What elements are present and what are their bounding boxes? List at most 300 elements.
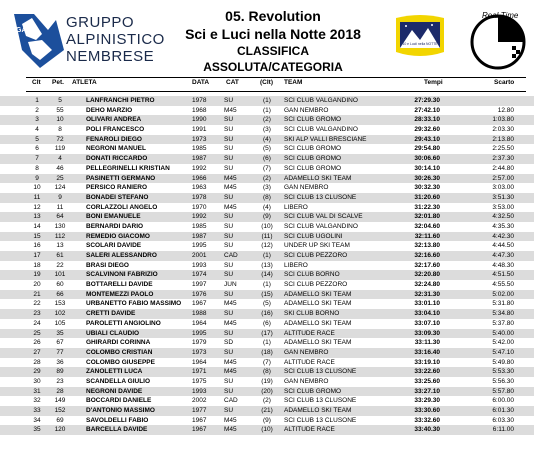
row-time: 33:09.30 xyxy=(414,329,440,337)
row-team: LIBERO xyxy=(284,261,308,269)
row-category-rank: (13) xyxy=(261,261,273,269)
table-row xyxy=(0,135,534,145)
row-bib: 69 xyxy=(56,416,64,424)
table-row xyxy=(0,406,534,416)
row-time: 32:16.60 xyxy=(414,252,440,259)
row-year: 1978 xyxy=(192,97,207,104)
row-category-rank: (8) xyxy=(263,368,271,376)
col-clt: Clt xyxy=(32,79,41,86)
row-year: 1995 xyxy=(192,242,207,250)
table-row xyxy=(0,280,534,290)
row-category-rank: (1) xyxy=(263,252,271,259)
row-year: 1973 xyxy=(192,348,207,356)
row-time: 32:17.60 xyxy=(414,261,440,269)
row-year: 1997 xyxy=(192,281,207,289)
row-year: 1967 xyxy=(192,416,207,424)
row-year: 1988 xyxy=(192,310,207,318)
row-category-rank: (1) xyxy=(263,281,271,289)
row-year: 1995 xyxy=(192,329,207,337)
table-row xyxy=(0,377,534,387)
gan-badge: GAN xyxy=(16,27,32,34)
row-bib: 13 xyxy=(56,242,64,250)
row-time: 33:07.10 xyxy=(414,319,440,327)
row-gap: 2:37.30 xyxy=(492,155,514,163)
row-category: M45 xyxy=(224,358,237,366)
row-clt: 18 xyxy=(33,261,41,269)
row-category: SU xyxy=(224,290,234,298)
col-tempi: Tempi xyxy=(424,79,443,86)
edition-title: 05. Revolution xyxy=(225,8,321,24)
row-category: SU xyxy=(224,261,234,269)
row-athlete: NEGRONI MANUEL xyxy=(86,145,146,153)
row-time: 30:32.30 xyxy=(414,184,440,192)
row-year: 2002 xyxy=(192,397,207,405)
row-bib: 102 xyxy=(54,310,66,318)
row-clt: 23 xyxy=(33,310,41,318)
row-team: SCI CLUB 13 CLUSONE xyxy=(284,397,357,405)
row-category-rank: (14) xyxy=(261,271,273,279)
row-category: SU xyxy=(224,310,234,318)
table-row xyxy=(0,348,534,358)
row-clt: 8 xyxy=(35,164,39,172)
row-time: 27:42.10 xyxy=(414,106,440,114)
col-cat-clt: (Clt) xyxy=(260,79,273,86)
table-row xyxy=(0,222,534,232)
row-bib: 4 xyxy=(58,155,62,163)
row-year: 1976 xyxy=(192,290,207,298)
row-clt: 35 xyxy=(33,426,41,434)
row-clt: 3 xyxy=(35,116,39,124)
row-athlete: SCOLARI DAVIDE xyxy=(86,242,142,250)
row-athlete: DONATI RICCARDO xyxy=(86,155,148,163)
row-year: 1971 xyxy=(192,368,207,376)
row-category: M45 xyxy=(224,426,237,434)
row-clt: 27 xyxy=(33,348,41,356)
row-gap: 6:03.30 xyxy=(492,416,514,424)
row-category-rank: (7) xyxy=(263,358,271,366)
org-line-2: ALPINISTICO xyxy=(66,31,165,48)
row-team: ADAMELLO SKI TEAM xyxy=(284,407,352,414)
row-clt: 33 xyxy=(33,407,41,414)
row-team: ALTITUDE RACE xyxy=(284,358,335,366)
row-time: 32:24.80 xyxy=(414,281,440,289)
row-athlete: CRETTI DAVIDE xyxy=(86,310,136,318)
row-gap: 5:47.10 xyxy=(492,348,514,356)
row-clt: 21 xyxy=(33,290,41,298)
row-time: 33:29.30 xyxy=(414,397,440,405)
row-bib: 119 xyxy=(54,145,66,153)
row-athlete: PASINETTI GERMANO xyxy=(86,174,156,182)
row-time: 33:32.60 xyxy=(414,416,440,424)
row-gap: 2:44.80 xyxy=(492,164,514,172)
table-row xyxy=(0,367,534,377)
row-year: 1978 xyxy=(192,193,207,201)
table-row xyxy=(0,144,534,154)
row-clt: 12 xyxy=(33,203,41,211)
row-year: 1990 xyxy=(192,116,207,124)
row-clt: 16 xyxy=(33,242,41,250)
row-clt: 26 xyxy=(33,339,41,347)
table-row xyxy=(0,174,534,184)
row-category: JUN xyxy=(224,281,237,289)
row-team: GAN NEMBRO xyxy=(284,348,329,356)
row-time: 33:19.10 xyxy=(414,358,440,366)
row-time: 27:29.30 xyxy=(414,97,440,104)
row-category: M45 xyxy=(224,203,237,211)
table-row xyxy=(0,261,534,271)
row-clt: 9 xyxy=(35,174,39,182)
row-clt: 6 xyxy=(35,145,39,153)
column-header-row xyxy=(0,78,534,90)
row-clt: 30 xyxy=(33,377,41,385)
row-category-rank: (2) xyxy=(263,174,271,182)
row-category-rank: (6) xyxy=(263,319,271,327)
row-clt: 13 xyxy=(33,213,41,221)
table-row xyxy=(0,425,534,435)
row-category: SD xyxy=(224,339,234,347)
row-team: GAN NEMBRO xyxy=(284,184,329,192)
results-table xyxy=(0,96,534,435)
row-category: CAD xyxy=(224,252,238,259)
row-category-rank: (4) xyxy=(263,203,271,211)
table-row xyxy=(0,115,534,125)
col-scarto: Scarto xyxy=(494,79,515,86)
row-bib: 46 xyxy=(56,164,64,172)
row-bib: 120 xyxy=(54,426,66,434)
table-row xyxy=(0,212,534,222)
row-category: SU xyxy=(224,97,234,104)
row-category-rank: (2) xyxy=(263,397,271,405)
row-athlete: NEGRONI DAVIDE xyxy=(86,387,143,395)
row-team: SCI CLUB GROMO xyxy=(284,164,342,172)
row-year: 1975 xyxy=(192,377,207,385)
row-time: 33:16.40 xyxy=(414,348,440,356)
row-category: SU xyxy=(224,387,234,395)
row-team: SCI CLUB GROMO xyxy=(284,145,342,153)
row-category: SU xyxy=(224,348,234,356)
row-athlete: COLOMBO CRISTIAN xyxy=(86,348,153,356)
row-gap: 6:01.30 xyxy=(492,407,514,414)
row-team: ADAMELLO SKI TEAM xyxy=(284,174,352,182)
table-row xyxy=(0,299,534,309)
row-athlete: PELLEGRINELLI KRISTIAN xyxy=(86,164,170,172)
table-row xyxy=(0,96,534,106)
row-athlete: DEHO MARZIO xyxy=(86,106,133,114)
row-clt: 15 xyxy=(33,232,41,240)
row-clt: 2 xyxy=(35,106,39,114)
row-athlete: BRASI DIEGO xyxy=(86,261,129,269)
row-athlete: MONTEMEZZI PAOLO xyxy=(86,290,154,298)
classification-title: CLASSIFICA ASSOLUTA/CATEGORIA xyxy=(203,44,343,74)
row-team: SKI CLUB BORNO xyxy=(284,310,340,318)
row-athlete: POLI FRANCESCO xyxy=(86,126,145,134)
row-category-rank: (9) xyxy=(263,416,271,424)
row-year: 1970 xyxy=(192,203,207,211)
row-gap: 4:51.50 xyxy=(492,271,514,279)
row-category-rank: (5) xyxy=(263,300,271,308)
row-clt: 29 xyxy=(33,368,41,376)
row-bib: 64 xyxy=(56,213,64,221)
row-athlete: CORLAZZOLI ANGELO xyxy=(86,203,158,211)
row-bib: 89 xyxy=(56,368,64,376)
row-clt: 32 xyxy=(33,397,41,405)
row-category: SU xyxy=(224,145,234,153)
table-row xyxy=(0,358,534,368)
row-team: SCI CLUB 13 CLUSONE xyxy=(284,416,357,424)
row-team: SCI CLUB BORNO xyxy=(284,271,340,279)
row-clt: 19 xyxy=(33,271,41,279)
row-time: 32:13.80 xyxy=(414,242,440,250)
row-clt: 11 xyxy=(33,193,41,201)
row-time: 31:22.30 xyxy=(414,203,440,211)
row-category-rank: (3) xyxy=(263,126,271,134)
row-year: 1992 xyxy=(192,213,207,221)
row-category: SU xyxy=(224,407,234,414)
row-year: 1985 xyxy=(192,222,207,230)
row-athlete: GHIRARDI CORINNA xyxy=(86,339,151,347)
row-team: SCI CLUB VALGANDINO xyxy=(284,222,358,230)
row-athlete: UBIALI CLAUDIO xyxy=(86,329,140,337)
row-clt: 1 xyxy=(35,97,39,104)
row-team: ADAMELLO SKI TEAM xyxy=(284,339,352,347)
row-time: 30:14.10 xyxy=(414,164,440,172)
row-team: SCI CLUB VALGANDINO xyxy=(284,126,358,134)
row-year: 1967 xyxy=(192,426,207,434)
row-time: 32:04.60 xyxy=(414,222,440,230)
row-year: 1977 xyxy=(192,407,207,414)
row-team: ALTITUDE RACE xyxy=(284,329,335,337)
row-year: 1987 xyxy=(192,232,207,240)
table-row xyxy=(0,329,534,339)
row-athlete: PAROLETTI ANGIOLINO xyxy=(86,319,161,327)
row-team: SCI CLUB 13 CLUSONE xyxy=(284,193,357,201)
row-athlete: BERNARDI DARIO xyxy=(86,222,144,230)
row-athlete: SAVOLDELLI FABIO xyxy=(86,416,149,424)
table-row xyxy=(0,183,534,193)
row-clt: 25 xyxy=(33,329,41,337)
row-gap: 5:34.80 xyxy=(492,310,514,318)
row-year: 1991 xyxy=(192,126,207,134)
row-team: ADAMELLO SKI TEAM xyxy=(284,300,352,308)
row-athlete: SCANDELLA GIULIO xyxy=(86,377,151,385)
row-category: M45 xyxy=(224,174,237,182)
row-category-rank: (5) xyxy=(263,145,271,153)
row-team: LIBERO xyxy=(284,203,308,211)
row-team: SKI ALP VALLI BRESCIANE xyxy=(284,135,367,143)
row-category-rank: (21) xyxy=(261,407,273,414)
row-team: SCI CLUB GROMO xyxy=(284,155,342,163)
row-category: SU xyxy=(224,155,234,163)
row-athlete: REMEDIO GIACOMO xyxy=(86,232,150,240)
row-category: CAD xyxy=(224,397,238,405)
row-year: 1992 xyxy=(192,164,207,172)
row-category: M45 xyxy=(224,106,237,114)
row-clt: 20 xyxy=(33,281,41,289)
row-category-rank: (7) xyxy=(263,164,271,172)
table-row xyxy=(0,154,534,164)
row-category: SU xyxy=(224,232,234,240)
row-time: 33:01.10 xyxy=(414,300,440,308)
row-bib: 112 xyxy=(54,232,66,240)
row-time: 33:11.30 xyxy=(414,339,440,347)
row-year: 1973 xyxy=(192,135,207,143)
row-year: 1987 xyxy=(192,155,207,163)
row-team: SCI CLUB GROMO xyxy=(284,116,342,124)
row-bib: 8 xyxy=(58,126,62,134)
row-year: 1993 xyxy=(192,261,207,269)
row-athlete: BONI EMANUELE xyxy=(86,213,141,221)
row-gap: 4:42.30 xyxy=(492,232,514,240)
row-time: 31:20.60 xyxy=(414,193,440,201)
row-athlete: ZANOLETTI LUCA xyxy=(86,368,143,376)
row-bib: 149 xyxy=(54,397,66,405)
row-team: UNDER UP SKI TEAM xyxy=(284,242,350,250)
row-category-rank: (4) xyxy=(263,135,271,143)
row-gap: 5:56.30 xyxy=(492,377,514,385)
row-year: 1964 xyxy=(192,358,207,366)
row-team: GAN NEMBRO xyxy=(284,106,329,114)
row-clt: 34 xyxy=(33,416,41,424)
row-category-rank: (11) xyxy=(261,232,273,240)
row-athlete: BOCCARDI DANIELE xyxy=(86,397,152,405)
row-year: 1966 xyxy=(192,174,207,182)
row-team: SCI CLUB UGOLINI xyxy=(284,232,343,240)
row-team: ADAMELLO SKI TEAM xyxy=(284,319,352,327)
row-gap: 4:32.50 xyxy=(492,213,514,221)
row-gap: 3:03.00 xyxy=(492,184,514,192)
row-time: 29:54.80 xyxy=(414,145,440,153)
row-category-rank: (20) xyxy=(261,387,273,395)
row-gap: 4:55.50 xyxy=(492,281,514,289)
row-bib: 130 xyxy=(54,222,66,230)
row-gap: 4:44.50 xyxy=(492,242,514,250)
row-time: 33:27.10 xyxy=(414,387,440,395)
row-category: M45 xyxy=(224,368,237,376)
row-category: SU xyxy=(224,329,234,337)
row-clt: 17 xyxy=(33,252,41,259)
row-category: SU xyxy=(224,242,234,250)
night-ski-logo-text: 10 e Lucii nella NOTTE xyxy=(402,42,438,46)
row-category-rank: (10) xyxy=(261,222,273,230)
row-clt: 28 xyxy=(33,358,41,366)
row-gap: 6:00.00 xyxy=(492,397,514,405)
table-row xyxy=(0,164,534,174)
event-title: Sci e Luci nella Notte 2018 xyxy=(185,26,361,42)
row-time: 32:11.60 xyxy=(414,232,440,240)
table-row xyxy=(0,251,534,261)
row-category: SU xyxy=(224,164,234,172)
row-team: SCI CLUB VALGANDINO xyxy=(284,97,358,104)
col-athlete: ATLETA xyxy=(72,79,97,86)
row-bib: 124 xyxy=(54,184,66,192)
row-clt: 4 xyxy=(35,126,39,134)
row-clt: 14 xyxy=(33,222,41,230)
real-time-logo-icon xyxy=(458,2,534,78)
row-gap: 3:53.00 xyxy=(492,203,514,211)
row-category: SU xyxy=(224,213,234,221)
row-athlete: LANFRANCHI PIETRO xyxy=(86,97,155,104)
row-year: 1974 xyxy=(192,271,207,279)
row-athlete: BARCELLA DAVIDE xyxy=(86,426,148,434)
row-bib: 25 xyxy=(56,174,64,182)
row-gap: 5:53.30 xyxy=(492,368,514,376)
row-time: 30:06.60 xyxy=(414,155,440,163)
row-category-rank: (2) xyxy=(263,116,271,124)
row-category-rank: (16) xyxy=(261,310,273,318)
col-cat: CAT xyxy=(226,79,239,86)
org-line-3: NEMBRESE xyxy=(66,48,155,65)
row-gap: 2:03.30 xyxy=(492,126,514,134)
row-category-rank: (3) xyxy=(263,184,271,192)
row-category: SU xyxy=(224,222,234,230)
row-year: 1964 xyxy=(192,319,207,327)
row-team: GAN NEMBRO xyxy=(284,377,329,385)
row-team: SCI CLUB PEZZORO xyxy=(284,252,348,259)
night-ski-logo-icon xyxy=(392,12,448,62)
table-row xyxy=(0,338,534,348)
row-gap: 4:47.30 xyxy=(492,252,514,259)
row-category: SU xyxy=(224,116,234,124)
row-time: 32:20.80 xyxy=(414,271,440,279)
row-bib: 22 xyxy=(56,261,64,269)
row-bib: 66 xyxy=(56,290,64,298)
row-clt: 31 xyxy=(33,387,41,395)
row-time: 29:32.60 xyxy=(414,126,440,134)
row-gap: 2:57.00 xyxy=(492,174,514,182)
row-gap: 1:03.80 xyxy=(492,116,514,124)
real-time-logo-text: Real Time xyxy=(482,11,519,20)
row-category-rank: (15) xyxy=(261,290,273,298)
row-bib: 105 xyxy=(54,319,66,327)
table-row xyxy=(0,193,534,203)
table-row xyxy=(0,106,534,116)
row-year: 1985 xyxy=(192,145,207,153)
row-clt: 5 xyxy=(35,135,39,143)
row-gap: 5:57.80 xyxy=(492,387,514,395)
row-category-rank: (1) xyxy=(263,106,271,114)
row-bib: 152 xyxy=(54,407,66,414)
table-row xyxy=(0,203,534,213)
row-athlete: SALERI ALESSANDRO xyxy=(86,252,157,259)
row-bib: 28 xyxy=(56,387,64,395)
row-time: 33:22.60 xyxy=(414,368,440,376)
row-bib: 36 xyxy=(56,358,64,366)
row-category-rank: (17) xyxy=(261,329,273,337)
row-category-rank: (19) xyxy=(261,377,273,385)
title-block xyxy=(168,8,378,75)
row-clt: 22 xyxy=(33,300,41,308)
row-gap: 2:25.50 xyxy=(492,145,514,153)
row-bib: 23 xyxy=(56,377,64,385)
table-row xyxy=(0,270,534,280)
row-category: SU xyxy=(224,271,234,279)
row-bib: 61 xyxy=(56,252,64,259)
row-category: SU xyxy=(224,193,234,201)
row-category: M45 xyxy=(224,184,237,192)
col-data: DATA xyxy=(192,79,210,86)
row-gap: 12.80 xyxy=(497,106,514,114)
row-athlete: FENAROLI DIEGO xyxy=(86,135,142,143)
row-year: 1993 xyxy=(192,387,207,395)
table-row xyxy=(0,309,534,319)
row-bib: 101 xyxy=(54,271,66,279)
row-athlete: BOTTARELLI DAVIDE xyxy=(86,281,153,289)
row-athlete: D'ANTONIO MASSIMO xyxy=(86,407,155,414)
row-category-rank: (18) xyxy=(261,348,273,356)
row-team: SCI CLUB VAL DI SCALVE xyxy=(284,213,363,221)
row-time: 30:26.30 xyxy=(414,174,440,182)
row-bib: 35 xyxy=(56,329,64,337)
